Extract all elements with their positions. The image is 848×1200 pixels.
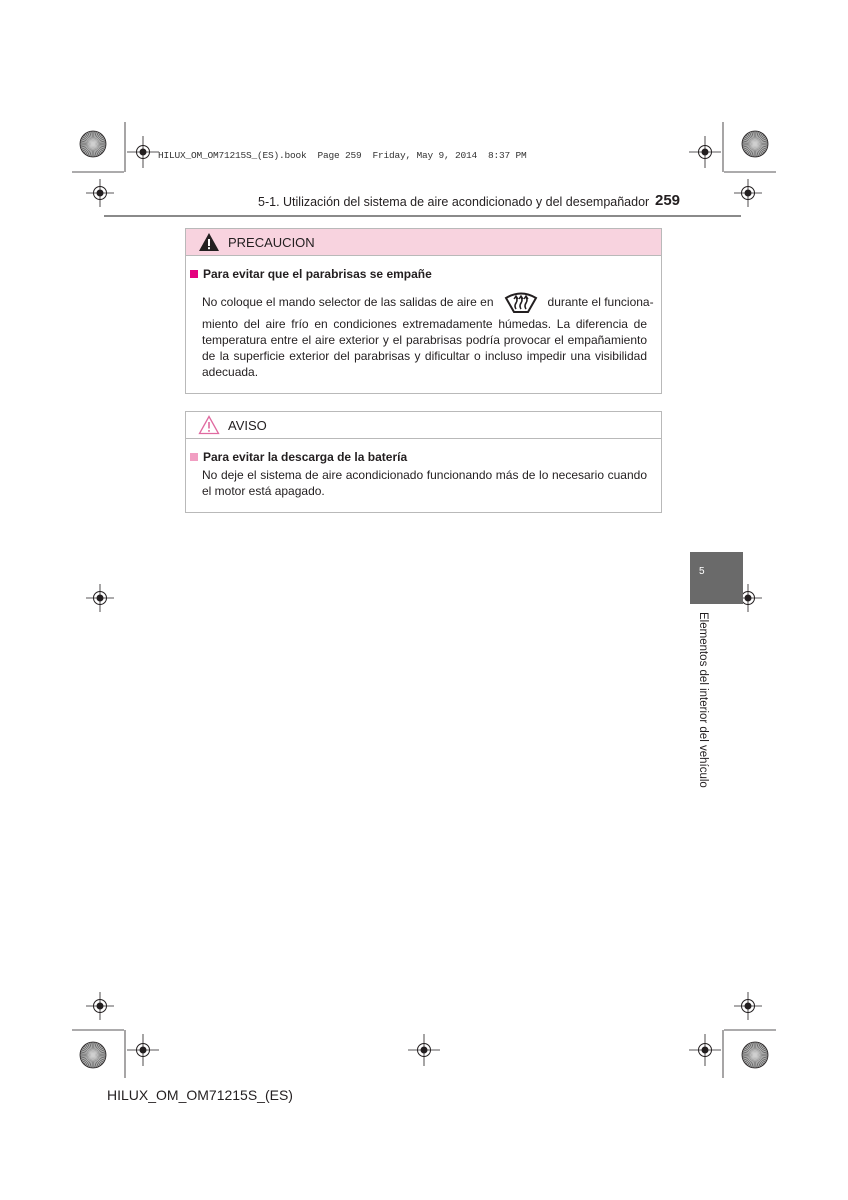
precaucion-text-before-icon: No coloque el mando selector de las salidas de aire en [202, 295, 494, 309]
aviso-subheading [190, 449, 647, 465]
starburst-mark [742, 1042, 768, 1068]
caution-triangle-icon [198, 415, 220, 435]
bullet-square-icon [190, 453, 198, 461]
precaucion-header [186, 229, 661, 256]
aviso-header [186, 412, 661, 439]
starburst-mark [742, 131, 768, 157]
starburst-mark [80, 1042, 106, 1068]
section-title: 5-1. Utilización del sistema de aire acondicionado y del desempañador [258, 195, 650, 209]
aviso-subheading-text: Para evitar la descarga de la batería [203, 450, 408, 464]
precaucion-subheading-text: Para evitar que el parabrisas se empañe [203, 267, 432, 281]
bullet-square-icon [190, 270, 198, 278]
crosshair-mark [408, 1034, 440, 1066]
aviso-box [185, 411, 662, 513]
chapter-number: 5 [699, 566, 705, 577]
precaucion-first-line [190, 290, 654, 314]
crosshair-mark [86, 992, 114, 1020]
crosshair-mark [127, 136, 159, 168]
crosshair-mark [127, 1034, 159, 1066]
crosshair-mark [734, 992, 762, 1020]
precaucion-subheading [190, 266, 647, 282]
crosshair-mark [86, 584, 114, 612]
chapter-tab [690, 552, 743, 604]
chapter-label: Elementos del interior del vehículo [697, 612, 709, 788]
precaucion-box [185, 228, 662, 394]
windshield-defroster-icon [504, 290, 538, 314]
page-number: 259 [655, 192, 681, 209]
crosshair-mark [689, 1034, 721, 1066]
precaucion-text-after-icon: durante el funciona- [547, 295, 654, 309]
warning-triangle-icon [198, 232, 220, 252]
aviso-paragraph: No deje el sistema de aire acondicionado funcionando más de lo necesario cuando el motor está apagado. [202, 468, 647, 498]
aviso-title: AVISO [228, 417, 267, 433]
crosshair-mark [86, 179, 114, 207]
crosshair-mark [689, 136, 721, 168]
precaucion-paragraph: miento del aire frío en condiciones extremadamente húmedas. La diferencia de temperatura entre el aire exterior y el parabrisas podría provocar el empañamiento de la superficie exterior del parabrisas y dificultar o incluso impedir una visibilidad adecuada. [202, 317, 647, 379]
print-info-line: HILUX_OM_OM71215S_(ES).book Page 259 Friday, May 9, 2014 8:37 PM [158, 150, 527, 161]
starburst-mark [80, 131, 106, 157]
crosshair-mark [734, 179, 762, 207]
precaucion-title: PRECAUCION [228, 234, 315, 250]
document-code: HILUX_OM_OM71215S_(ES) [107, 1087, 293, 1103]
header-rule [104, 215, 741, 217]
